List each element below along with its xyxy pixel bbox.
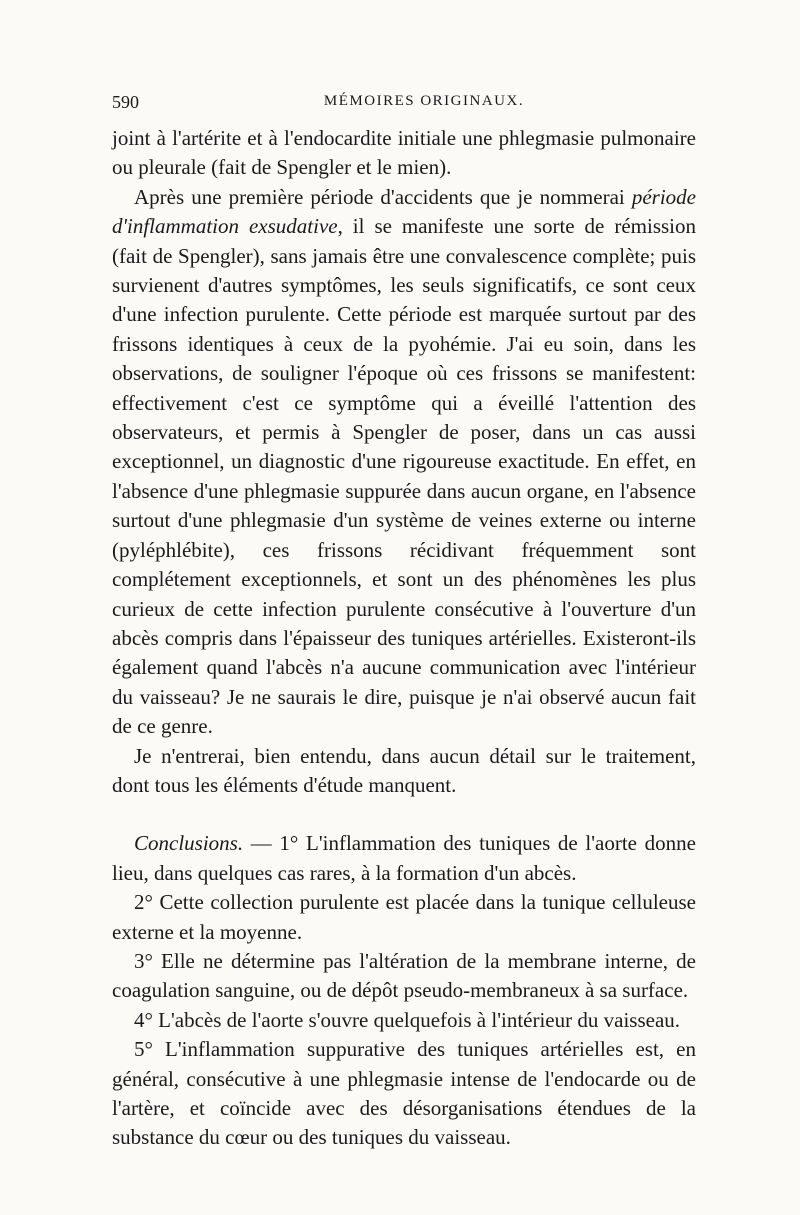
paragraph-periods-start: Après une première période d'accidents que je nommerai xyxy=(134,184,632,209)
paragraph-continuation: joint à l'artérite et à l'endocardite initiale une phlegmasie pulmonaire ou pleurale (fait de Spengler et le mien). xyxy=(112,126,696,180)
conclusions-label: Conclusions. xyxy=(134,831,244,856)
section-gap xyxy=(112,800,696,829)
paragraph-periods xyxy=(112,183,696,742)
running-head xyxy=(112,92,696,124)
conclusion-3: 3° Elle ne détermine pas l'altération de la membrane interne, de coagulation sanguine, ou de dépôt pseudo-membraneux à sa surface. xyxy=(112,948,696,1003)
page-number: 590 xyxy=(112,92,139,112)
paragraph-treatment: Je n'entrerai, bien entendu, dans aucun détail sur le traitement, dont tous les éléments d'étude manquent. xyxy=(112,743,696,797)
conclusion-4: 4° L'abcès de l'aorte s'ouvre quelquefois à l'intérieur du vaisseau. xyxy=(134,1007,681,1032)
conclusion-2: 2° Cette collection purulente est placée dans la tunique celluleuse externe et la moyenne. xyxy=(112,890,696,944)
body-text xyxy=(112,124,696,1153)
conclusion-1 xyxy=(112,829,696,888)
conclusion-1-text: — 1° L'inflammation des tuniques de l'aorte donne lieu, dans quelques cas rares, à la formation d'un abcès. xyxy=(112,831,696,885)
conclusion-5: 5° L'inflammation suppurative des tuniques artérielles est, en général, consécutive à une phlegmasie intense de l'endocarde ou de l'artère, et coïncide avec des désorganisations étendues de la substance du cœur ou des tuniques du vaisseau. xyxy=(112,1037,696,1150)
page xyxy=(112,92,696,1153)
paragraph-periods-italic: période d'inflammation exsudative xyxy=(112,184,696,239)
paragraph-periods-rest: , il se manifeste une sorte de rémission (fait de Spengler), sans jamais être une convalescence complète; puis survienent d'autres symptômes, les seuls significatifs, ce sont ceux d'une infection purulente. Cette période est marquée surtout par des frissons identiques à ceux de la pyohémie. J'ai eu soin, dans les observations, de souligner l'époque où ces frissons se manifestent: effectivement c'est ce symptôme qui a éveillé l'attention des observateurs, et permis à Spengler de poser, dans un cas aussi exceptionnel, un diagnostic d'une rigoureuse exactitude. En effet, en l'absence d'une phlegmasie suppurée dans aucun organe, en l'absence surtout d'une phlegmasie d'un système de veines externe ou interne (pyléphlébite), ces frissons récidivant fréquemment sont complétement exceptionnels, et sont un des phénomènes les plus curieux de cette infection purulente consécutive à l'ouverture d'un abcès compris dans l'épaisseur des tuniques artérielles. Existeront-ils également quand l'abcès n'a aucune communication avec l'intérieur du vaisseau? Je ne saurais le dire, puisque je n'ai observé aucun fait de ce genre. xyxy=(112,214,697,739)
running-title: MÉMOIRES ORIGINAUX. xyxy=(323,93,525,109)
